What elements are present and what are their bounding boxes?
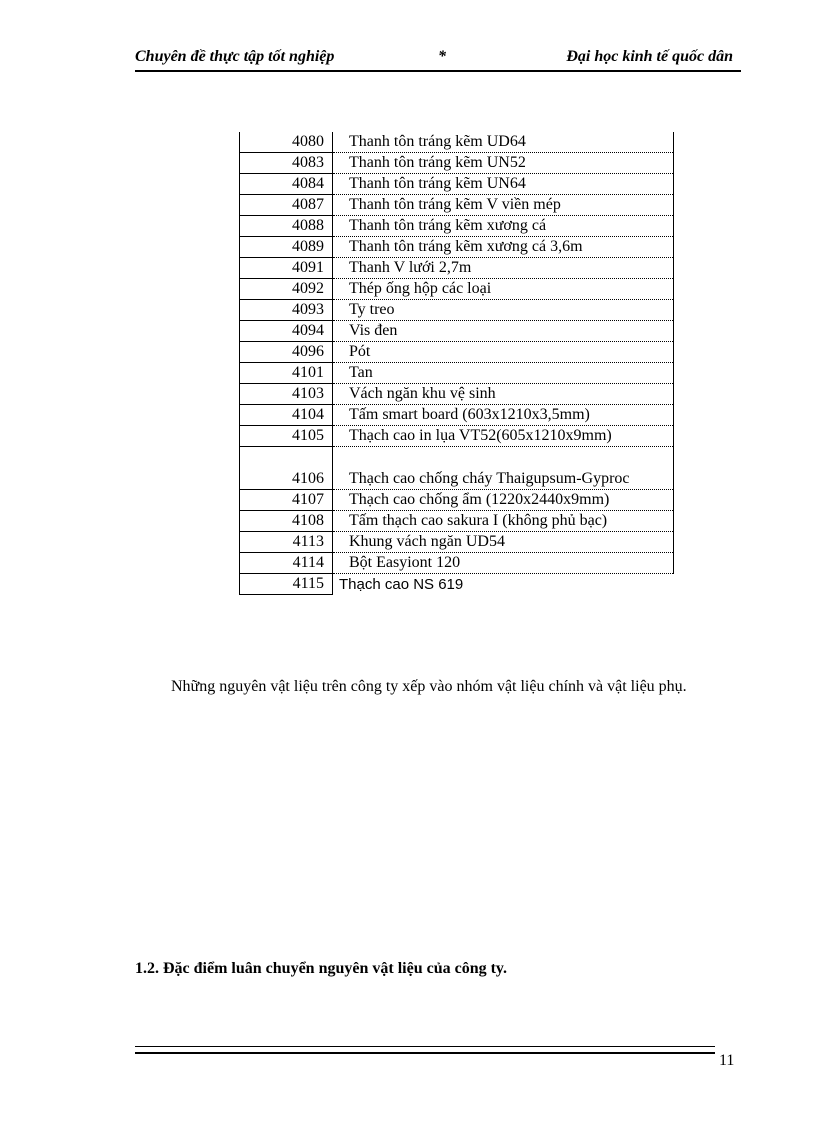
material-code: 4115 — [240, 574, 333, 595]
material-code: 4089 — [240, 237, 333, 258]
material-code: 4101 — [240, 363, 333, 384]
material-name: Vis đen — [333, 321, 674, 342]
material-code: 4087 — [240, 195, 333, 216]
material-code: 4084 — [240, 174, 333, 195]
material-name: Thanh tôn tráng kẽm xương cá — [333, 216, 674, 237]
material-name: Tấm thạch cao sakura I (không phủ bạc) — [333, 511, 674, 532]
materials-table — [239, 132, 674, 595]
header-separator: * — [438, 48, 446, 65]
material-name: Thanh tôn tráng kẽm xương cá 3,6m — [333, 237, 674, 258]
table-row — [240, 553, 674, 574]
material-name: Thanh tôn tráng kẽm UN64 — [333, 174, 674, 195]
table-row — [240, 153, 674, 174]
material-name: Thạch cao chống ẩm (1220x2440x9mm) — [333, 490, 674, 511]
material-name: Thạch cao in lụa VT52(605x1210x9mm) — [333, 426, 674, 447]
material-name: Thanh tôn tráng kẽm UD64 — [333, 132, 674, 153]
material-code: 4083 — [240, 153, 333, 174]
table-row — [240, 532, 674, 553]
material-code: 4093 — [240, 300, 333, 321]
header-right-text: Đại học kinh tế quốc dân — [566, 48, 733, 65]
table-row — [240, 216, 674, 237]
table-row — [240, 447, 674, 490]
table-row — [240, 405, 674, 426]
material-code: 4091 — [240, 258, 333, 279]
material-code: 4114 — [240, 553, 333, 574]
material-name: Bột Easyiont 120 — [333, 553, 674, 574]
material-code: 4103 — [240, 384, 333, 405]
material-name: Thanh tôn tráng kẽm UN52 — [333, 153, 674, 174]
table-row — [240, 195, 674, 216]
material-name: Thanh tôn tráng kẽm V viền mép — [333, 195, 674, 216]
material-code: 4092 — [240, 279, 333, 300]
material-name: Thạch cao chống cháy Thaigupsum-Gyproc — [333, 447, 674, 490]
table-row — [240, 511, 674, 532]
table-row — [240, 132, 674, 153]
table-row — [240, 300, 674, 321]
material-code: 4107 — [240, 490, 333, 511]
page-header — [135, 46, 741, 72]
material-code: 4113 — [240, 532, 333, 553]
table-row — [240, 426, 674, 447]
table-row — [240, 363, 674, 384]
table-row — [240, 258, 674, 279]
table-row — [240, 574, 674, 595]
table-row — [240, 174, 674, 195]
material-code: 4088 — [240, 216, 333, 237]
material-code: 4106 — [240, 447, 333, 490]
material-code: 4094 — [240, 321, 333, 342]
page-number: 11 — [719, 1052, 735, 1069]
material-code: 4108 — [240, 511, 333, 532]
section-heading: 1.2. Đặc điểm luân chuyển nguyên vật liệu của công ty. — [135, 960, 508, 977]
table-row — [240, 342, 674, 363]
material-code: 4105 — [240, 426, 333, 447]
material-name: Pót — [333, 342, 674, 363]
body-paragraph: Những nguyên vật liệu trên công ty xếp vào nhóm vật liệu chính và vật liệu phụ. — [171, 678, 687, 695]
material-code: 4080 — [240, 132, 333, 153]
table-row — [240, 237, 674, 258]
table-row — [240, 279, 674, 300]
material-name: Thanh V lưới 2,7m — [333, 258, 674, 279]
header-left-text: Chuyên đề thực tập tốt nghiệp — [135, 48, 335, 65]
table-row — [240, 490, 674, 511]
material-name: Vách ngăn khu vệ sinh — [333, 384, 674, 405]
material-name: Khung vách ngăn UD54 — [333, 532, 674, 553]
footer-divider — [135, 1046, 715, 1054]
material-name: Thép ống hộp các loại — [333, 279, 674, 300]
material-name: Tan — [333, 363, 674, 384]
material-name: Ty treo — [333, 300, 674, 321]
table-row — [240, 384, 674, 405]
material-name: Tấm smart board (603x1210x3,5mm) — [333, 405, 674, 426]
material-code: 4096 — [240, 342, 333, 363]
material-code: 4104 — [240, 405, 333, 426]
material-name: Thạch cao NS 619 — [339, 575, 464, 593]
table-row — [240, 321, 674, 342]
